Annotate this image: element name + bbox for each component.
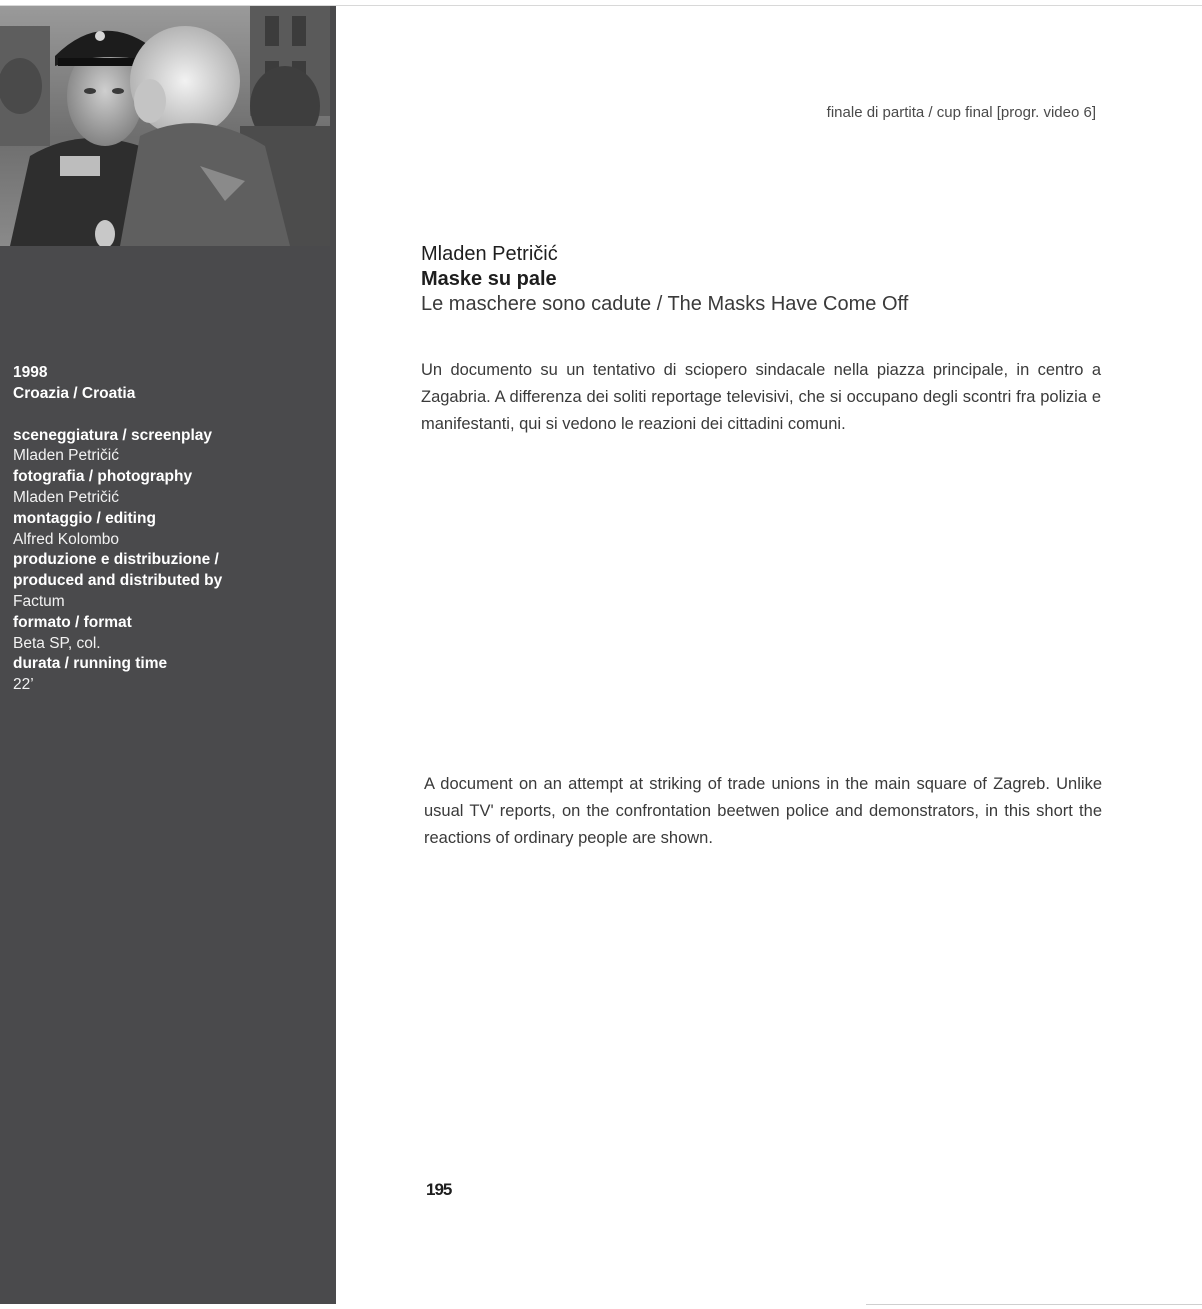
- film-subtitle: Le maschere sono cadute / The Masks Have Come Off: [421, 293, 909, 315]
- credits-spacer: [13, 405, 323, 426]
- credits-production-label-line2: produced and distributed by: [13, 572, 223, 590]
- credits-screenplay-label: sceneggiatura / screenplay: [13, 426, 213, 444]
- credits-production-label-line1: produzione e distribuzione /: [13, 551, 219, 569]
- credits-runtime-label: durata / running time: [13, 655, 168, 673]
- description-english: A document on an attempt at striking of trade unions in the main square of Zagreb. Unlike usual TV' reports, on the confrontation beetwen police and demonstrators, in this short the reactions of ordinary people are shown.: [424, 775, 1102, 847]
- film-still-photo: [0, 6, 330, 246]
- page-bottom-edge: [866, 1304, 1202, 1305]
- credits-format-label: formato / format: [13, 613, 132, 631]
- credits-production-value: Factum: [13, 592, 65, 610]
- description-italian: Un documento su un tentativo di sciopero sindacale nella piazza principale, in centro a Zagabria. A differenza dei soliti reportage televisivi, che si occupano degli scontri fra polizia e manifestanti, qui si vedono le reazioni dei cittadini comuni.: [421, 361, 1101, 433]
- credits-screenplay-value: Mladen Petričić: [13, 447, 119, 465]
- credits-block: [13, 363, 323, 696]
- credits-photography-label: fotografia / photography: [13, 468, 193, 486]
- credits-editing-value: Alfred Kolombo: [13, 530, 119, 548]
- credits-format-value: Beta SP, col.: [13, 634, 101, 652]
- film-title: Maske su pale: [421, 268, 557, 290]
- film-author: Mladen Petričić: [421, 243, 558, 265]
- credits-country: Croazia / Croatia: [13, 384, 136, 402]
- credits-editing-label: montaggio / editing: [13, 509, 156, 527]
- series-header: finale di partita / cup final [progr. video 6]: [826, 104, 1096, 121]
- page-number: 195: [426, 1180, 452, 1199]
- credits-runtime-value: 22’: [13, 676, 34, 694]
- credits-photography-value: Mladen Petričić: [13, 488, 119, 506]
- credits-year: 1998: [13, 364, 48, 381]
